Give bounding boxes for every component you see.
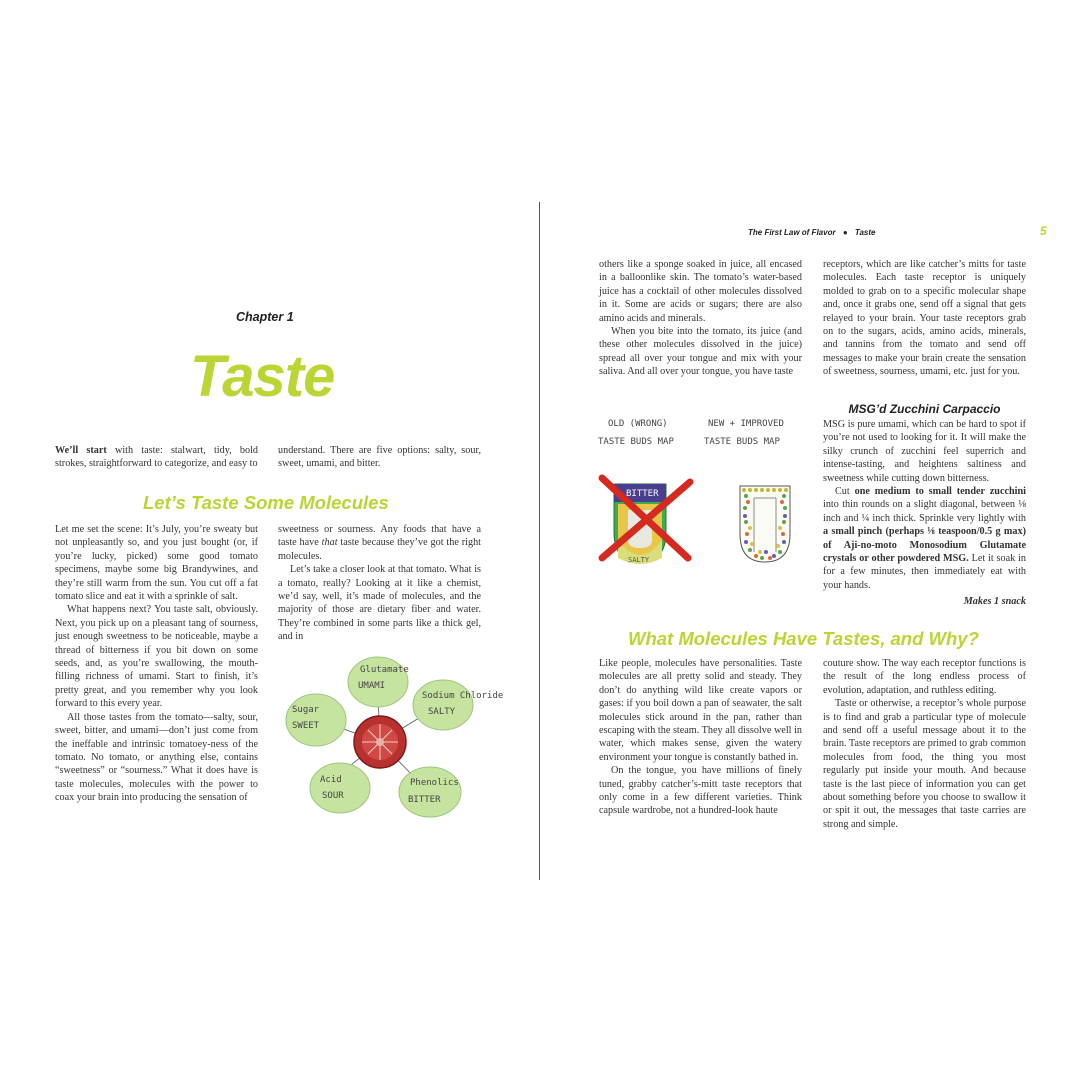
salty-label: SALTY — [428, 707, 456, 717]
recipe-intro: MSG is pure umami, which can be hard to spot if you’re not used to looking for it. It will make the silky crunch of zucchini feel superrich and intense-tasting, and heightens saltiness and sweetness while cutting down bitterness. — [823, 419, 1026, 484]
umami-label: UMAMI — [358, 681, 386, 691]
chapter-title: Taste — [190, 344, 335, 409]
running-head-title: The First Law of Flavor — [748, 228, 836, 237]
sour-label: SOUR — [322, 791, 344, 801]
bitter-blob — [399, 767, 461, 817]
paragraph: others like a sponge soaked in juice, all encased in a balloonlike skin. The tomato’s water-based juice has a cocktail of other molecules dissolved in it. Some are acids or sugars; there are also amino acids and minerals. — [599, 259, 802, 324]
page-number: 5 — [1040, 224, 1047, 238]
paragraph: Taste or otherwise, a receptor’s whole purpose is to find and grab a particular type of molecule and send off a useful message about it to the brain. Taste receptors are primed to grab common molecules from food, the thing you most regularly put inside your mouth. And because taste is the last piece of information you can get about something before you choose to swallow it or spit it out, the messages that taste carries are strong and simple. — [823, 698, 1026, 830]
bitter-label: BITTER — [408, 795, 441, 805]
section2-col1 — [599, 657, 802, 818]
paragraph: On the tongue, you have millions of finely tuned, grabby catcher’s-mitt taste receptors that only come in a few different varieties. Think capsule wardrobe, not a hundred-look haute — [599, 765, 802, 817]
paragraph: couture show. The way each receptor functions is the result of the long endless process of evolution, adaptation, and ruthless editing. — [823, 658, 1026, 696]
recipe-instructions — [823, 485, 1026, 592]
tomato-taste-diagram — [282, 650, 504, 820]
intro-left — [55, 444, 258, 471]
recipe-box — [823, 402, 1026, 609]
sour-small-label: Acid — [320, 775, 342, 785]
paragraph: When you bite into the tomato, its juice (and these other molecules dissolved in the juice) spread all over your tongue and mix with your saliva. And all over your tongue, you have taste — [599, 326, 802, 378]
recipe-title: MSG’d Zucchini Carpaccio — [848, 402, 1001, 416]
bullet-icon: ● — [842, 228, 848, 237]
new-map-caption-1: NEW + IMPROVED — [708, 419, 784, 429]
section2-col2 — [823, 657, 1026, 831]
section1-col2 — [278, 523, 481, 644]
old-map-salty-label: SALTY — [628, 556, 650, 564]
sweet-blob — [286, 694, 346, 746]
paragraph: All those tastes from the tomato—salty, sour, sweet, bitter, and umami—don’t just come from the ineffable and intrinsic tomatoey-ness of the tomato. No tomato, or anything else, contains “sweetness” or “sourness.” What it does have is taste molecules, molecules with the power to coax your brain into producing the sensation of — [55, 711, 258, 804]
right-col1 — [599, 258, 802, 379]
page-gutter-line — [539, 202, 540, 880]
paragraph: Let me set the scene: It’s July, you’re sweaty but not unpleasantly so, and you just bought (or, if you’re lucky, picked) some good tomato specimens, maybe some big Brandywines, and they’re still warm from the sun. You cut off a fat tomato slice and eat it with a sprinkle of salt. — [55, 524, 258, 603]
paragraph: Let’s take a closer look at that tomato. What is a tomato, really? Looking at it like a chemist, we’d say, well, it’s made of molecules, and the majority of those are dietary fiber and water. They’re combined in some parts like a thick gel, and in — [278, 564, 481, 643]
section-title-molecules: Let’s Taste Some Molecules — [143, 492, 389, 513]
sweet-label: SWEET — [292, 721, 320, 731]
bitter-small-label: Phenolics — [410, 778, 459, 788]
paragraph: receptors, which are like catcher’s mitts for taste molecules. Each taste receptor is uniquely molded to grab on to a specific molecular shape and, once it grabs one, send off a signal that gets relayed to your brain. Your taste receptors grab on to the sugars, acids, amino acids, minerals, and tannins from the tomato and send off messages to make your brain create the sensation of sweetness, sourness, umami, etc. just for you. — [823, 259, 1026, 378]
text: into thin rounds on a slight diagonal, between ⅛ inch and ¼ inch thick. Sprinkle very lightly with — [823, 499, 1026, 524]
text: Let it soak in for a few minutes, then immediately eat with your hands. — [823, 553, 1026, 591]
text: Cut — [835, 486, 855, 498]
section-title-why: What Molecules Have Tastes, and Why? — [628, 628, 979, 649]
old-map-bitter-label: BITTER — [626, 489, 659, 499]
section1-col1 — [55, 523, 258, 805]
intro-lead: We’ll start — [55, 445, 107, 456]
salty-small-label: Sodium Chloride — [422, 691, 504, 701]
chapter-label: Chapter 1 — [236, 310, 294, 324]
tongue-maps-illustration — [594, 412, 806, 572]
paragraph: What happens next? You taste salt, obviously. Next, you pick up on a pleasant tang of sourness, just enough sweetness to be noticeable, maybe a thread of bitterness if you bit down on some seeds, and, as you’re swallowing, the mouth-filling richness of umami. Start to finish, it’s pretty great, and you remember why you look forward to this every year. — [55, 604, 258, 710]
intro-right-text: understand. There are five options: salty, sour, sweet, umami, and bitter. — [278, 445, 481, 470]
running-head — [748, 228, 876, 237]
umami-small-label: Glutamate — [360, 665, 409, 675]
sour-blob — [310, 763, 370, 813]
text: sweetness or sourness. Any foods that have a taste have — [278, 524, 481, 549]
text-emphasis: that — [321, 537, 338, 549]
tomato-slice — [354, 716, 406, 768]
intro-left-text: with taste: stalwart, tidy, bold strokes, straightforward to categorize, and easy to — [55, 445, 258, 470]
right-col2 — [823, 258, 1026, 379]
intro-right — [278, 444, 481, 471]
paragraph — [278, 523, 481, 563]
text: taste because they’ve got the right molecules. — [278, 537, 481, 562]
recipe-yield: Makes 1 snack — [963, 596, 1026, 608]
new-tongue-map — [740, 486, 790, 562]
running-head-section: Taste — [854, 228, 876, 237]
new-map-caption-2: TASTE BUDS MAP — [704, 437, 780, 447]
old-map-caption-2: TASTE BUDS MAP — [598, 437, 674, 447]
old-map-caption-1: OLD (WRONG) — [608, 419, 668, 429]
ingredient: a small pinch (perhaps ⅛ teaspoon/0.5 g max) of Aji-no-moto Monosodium Glutamate crystals or other powdered MSG. — [823, 526, 1026, 565]
ingredient: one medium to small tender zucchini — [854, 486, 1026, 498]
paragraph: Like people, molecules have personalities. Taste molecules are all pretty solid and steady. They don’t do anything wild like create vapors or gases: if you boil down a pan of seawater, the salt molecules stick around in the pan, rather than escaping with the steam. They all dissolve well in water, which makes sense, given the watery environment your tongue is constantly bathed in. — [599, 658, 802, 763]
salty-blob — [413, 680, 473, 730]
sweet-small-label: Sugar — [292, 705, 320, 715]
